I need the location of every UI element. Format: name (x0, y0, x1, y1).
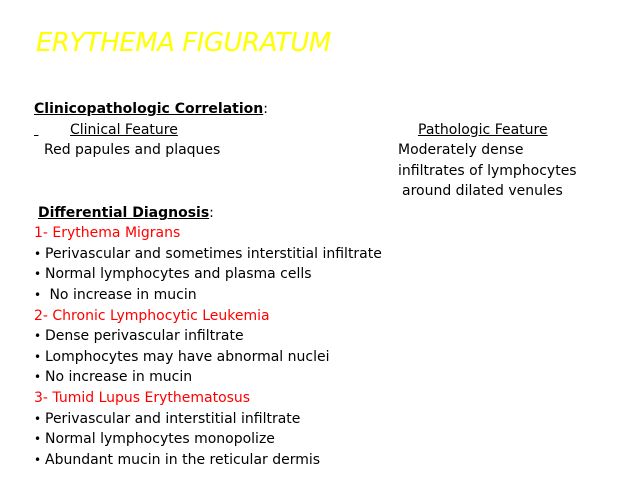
slide-title: ERYTHEMA FIGURATUM (36, 28, 331, 58)
diagnosis-title-1: 1- Erythema Migrans (34, 225, 181, 241)
clinical-feature-value: Red papules and plaques (44, 142, 221, 158)
correlation-heading-row (34, 100, 268, 118)
bullet-text: Perivascular and interstitial infiltrate (45, 411, 301, 427)
list-item (34, 430, 275, 448)
pathologic-line-1: Moderately dense (398, 142, 524, 158)
diagnosis-title-3: 3- Tumid Lupus Erythematosus (34, 390, 251, 406)
pathologic-feature-header: Pathologic Feature (418, 122, 548, 138)
bullet-text: Normal lymphocytes monopolize (45, 431, 275, 447)
bullet-icon: • (34, 267, 42, 281)
pathologic-line-3: around dilated venules (402, 183, 563, 199)
bullet-icon: • (34, 350, 42, 364)
bullet-text: No increase in mucin (45, 287, 197, 303)
diagnosis-title-2: 2- Chronic Lymphocytic Leukemia (34, 308, 270, 324)
bullet-text: No increase in mucin (45, 369, 193, 385)
bullet-icon: • (34, 247, 42, 261)
list-item (34, 265, 312, 283)
clinical-feature-header: Clinical Feature (70, 122, 178, 138)
list-item (34, 327, 244, 345)
bullet-icon: • (34, 370, 42, 384)
bullet-text: Normal lymphocytes and plasma cells (45, 266, 312, 282)
bullet-text: Lomphocytes may have abnormal nuclei (45, 349, 330, 365)
differential-heading-row (38, 204, 214, 222)
bullet-icon: • (34, 329, 42, 343)
column-headers-row (34, 121, 40, 139)
differential-colon: : (209, 205, 214, 221)
correlation-heading: Clinicopathologic Correlation (34, 101, 264, 117)
bullet-icon: • (34, 288, 42, 302)
list-item (34, 368, 192, 386)
bullet-text: Perivascular and sometimes interstitial infiltrate (45, 246, 382, 262)
bullet-icon: • (34, 412, 42, 426)
list-item (34, 451, 320, 469)
list-item (34, 410, 300, 428)
differential-heading: Differential Diagnosis (38, 205, 210, 221)
bullet-text: Dense perivascular infiltrate (45, 328, 244, 344)
pathologic-line-2: infiltrates of lymphocytes (398, 163, 577, 179)
bullet-icon: • (34, 453, 42, 467)
header-spacer (34, 121, 40, 139)
bullet-text: Abundant mucin in the reticular dermis (45, 452, 321, 468)
bullet-icon: • (34, 432, 42, 446)
correlation-colon: : (263, 101, 268, 117)
list-item (34, 286, 197, 304)
list-item (34, 245, 382, 263)
list-item (34, 348, 329, 366)
